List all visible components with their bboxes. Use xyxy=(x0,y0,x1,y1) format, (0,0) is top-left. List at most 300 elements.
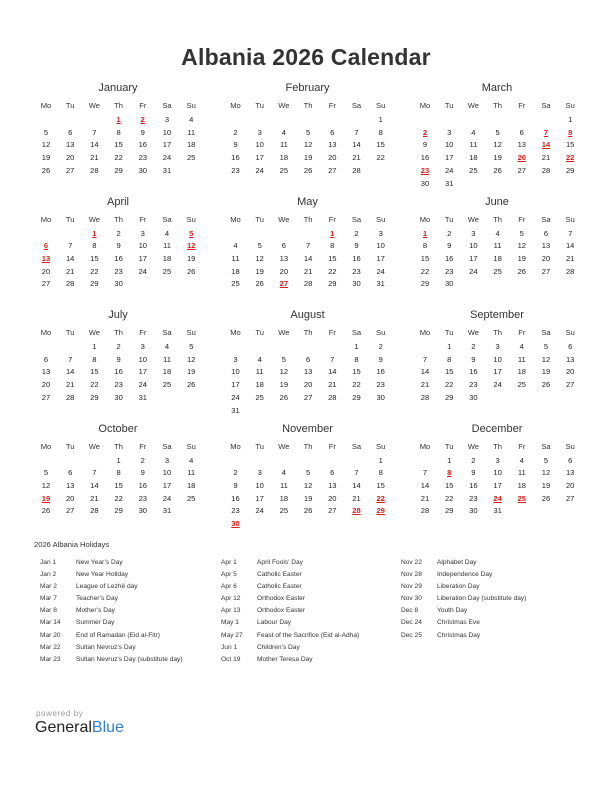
day-cell: 16 xyxy=(469,367,478,377)
holiday-date: Nov 28 xyxy=(401,571,422,579)
day-cell: 31 xyxy=(162,165,172,175)
day-cell: 20 xyxy=(279,266,289,276)
weekday-header: Th xyxy=(114,214,124,224)
day-cell: 26 xyxy=(41,165,51,175)
day-cell: 5 xyxy=(495,127,500,137)
weekday-header: Tu xyxy=(444,214,454,224)
day-cell: 30 xyxy=(138,506,148,516)
day-cell: 14 xyxy=(352,140,361,150)
weekday-header: Sa xyxy=(541,328,551,337)
weekday-header: Mo xyxy=(419,101,431,110)
weekday-header: Sa xyxy=(162,328,172,337)
day-cell: 17 xyxy=(469,253,478,263)
holiday-date: Apr 12 xyxy=(221,595,241,603)
day-cell: 19 xyxy=(303,153,313,163)
day-cell: 11 xyxy=(469,140,478,150)
day-cell: 6 xyxy=(68,127,73,137)
weekday-header: Mo xyxy=(419,441,431,451)
day-cell: 21 xyxy=(541,153,551,163)
holiday-day-cell: 2 xyxy=(422,127,428,137)
weekday-header: Fr xyxy=(139,328,147,337)
weekday-header: Sa xyxy=(351,328,362,337)
day-cell: 16 xyxy=(420,153,430,163)
holiday-name: Catholic Easter xyxy=(257,571,302,579)
weekday-header: Mo xyxy=(230,328,241,337)
day-cell: 26 xyxy=(303,165,313,175)
day-cell: 9 xyxy=(447,241,452,251)
holiday-name: Teacher’s Day xyxy=(76,595,118,603)
day-cell: 30 xyxy=(376,392,385,402)
day-cell: 30 xyxy=(444,279,454,289)
day-cell: 17 xyxy=(376,253,385,263)
day-cell: 24 xyxy=(162,153,172,163)
weekday-header: Su xyxy=(376,328,386,337)
day-cell: 2 xyxy=(447,228,452,238)
day-cell: 24 xyxy=(469,266,478,276)
holiday-name: Orthodox Easter xyxy=(257,595,306,603)
weekday-header: Fr xyxy=(518,214,526,224)
day-cell: 26 xyxy=(279,392,289,402)
day-cell: 28 xyxy=(541,165,551,175)
day-cell: 2 xyxy=(378,342,383,351)
day-cell: 12 xyxy=(41,140,51,150)
day-cell: 24 xyxy=(138,266,148,276)
day-cell: 2 xyxy=(116,228,121,238)
day-cell: 7 xyxy=(68,354,73,364)
weekday-header: Tu xyxy=(255,101,264,110)
weekday-header: Mo xyxy=(419,214,431,224)
day-cell: 23 xyxy=(352,266,361,276)
weekday-header: Tu xyxy=(255,441,264,451)
weekday-header: Sa xyxy=(541,101,551,110)
holiday-date: Mar 22 xyxy=(40,643,61,651)
day-cell: 3 xyxy=(140,228,145,238)
day-cell: 21 xyxy=(352,493,361,503)
day-cell: 17 xyxy=(162,480,172,490)
day-cell: 16 xyxy=(352,253,361,263)
day-cell: 2 xyxy=(471,455,476,465)
day-cell: 7 xyxy=(354,127,359,137)
day-cell: 20 xyxy=(565,367,575,377)
day-cell: 22 xyxy=(114,493,123,503)
weekday-header: We xyxy=(88,328,101,337)
day-cell: 26 xyxy=(186,266,196,276)
weekday-header: Mo xyxy=(230,441,241,451)
day-cell: 5 xyxy=(281,354,286,364)
day-cell: 10 xyxy=(493,354,502,364)
weekday-header: Fr xyxy=(328,214,336,224)
day-cell: 7 xyxy=(92,127,97,137)
day-cell: 29 xyxy=(420,279,430,289)
day-cell: 29 xyxy=(90,279,99,289)
weekday-header: Th xyxy=(493,328,503,337)
day-cell: 16 xyxy=(114,253,123,263)
holiday-day-cell: 1 xyxy=(330,228,335,238)
day-cell: 25 xyxy=(279,165,289,175)
day-cell: 17 xyxy=(493,480,502,490)
day-cell: 13 xyxy=(328,140,337,150)
holiday-day-cell: 29 xyxy=(376,506,385,516)
day-cell: 3 xyxy=(257,127,262,137)
day-cell: 12 xyxy=(541,468,551,478)
holiday-day-cell: 13 xyxy=(41,253,51,263)
holiday-name: April Fools’ Day xyxy=(257,559,303,566)
day-cell: 23 xyxy=(231,165,240,175)
day-cell: 18 xyxy=(469,153,478,163)
brand-general-text: General xyxy=(35,719,92,736)
day-cell: 27 xyxy=(517,165,527,175)
page-title: Albania 2026 Calendar xyxy=(181,44,431,70)
weekday-header: Tu xyxy=(65,441,75,451)
day-cell: 7 xyxy=(568,228,573,238)
day-cell: 30 xyxy=(114,279,123,289)
weekday-header: Tu xyxy=(444,328,454,337)
day-cell: 26 xyxy=(493,165,502,175)
holiday-name: New Year’s Day xyxy=(76,559,123,566)
weekday-header: Mo xyxy=(230,101,241,110)
weekday-header: Fr xyxy=(518,101,526,110)
weekday-header: Sa xyxy=(351,441,362,451)
month-name: October xyxy=(98,422,138,435)
day-cell: 27 xyxy=(328,506,337,516)
day-cell: 10 xyxy=(162,468,172,478)
weekday-header: Th xyxy=(303,328,313,337)
day-cell: 4 xyxy=(519,455,524,465)
day-cell: 26 xyxy=(517,266,527,276)
holiday-date: Nov 30 xyxy=(401,595,422,603)
day-cell: 4 xyxy=(257,354,262,364)
day-cell: 5 xyxy=(43,127,49,137)
day-cell: 19 xyxy=(186,367,196,377)
day-cell: 12 xyxy=(517,241,527,251)
day-cell: 9 xyxy=(422,140,428,150)
day-cell: 21 xyxy=(65,266,75,276)
day-cell: 22 xyxy=(376,153,385,163)
weekday-header: Tu xyxy=(65,214,75,224)
day-cell: 12 xyxy=(186,354,196,364)
weekday-header: Mo xyxy=(419,328,431,337)
weekday-header: Mo xyxy=(40,441,52,451)
weekday-header: Mo xyxy=(40,328,52,337)
day-cell: 1 xyxy=(92,342,97,351)
day-cell: 5 xyxy=(519,228,524,238)
weekday-header: Fr xyxy=(139,101,147,110)
day-cell: 16 xyxy=(138,140,148,150)
day-cell: 9 xyxy=(471,354,476,364)
weekday-header: Fr xyxy=(328,441,336,451)
day-cell: 24 xyxy=(255,506,264,516)
day-cell: 27 xyxy=(328,165,337,175)
day-cell: 28 xyxy=(352,165,361,175)
weekday-header: Th xyxy=(114,441,124,451)
weekday-header: Sa xyxy=(541,441,551,451)
holiday-day-cell: 1 xyxy=(422,228,428,238)
day-cell: 10 xyxy=(138,354,148,364)
holiday-name: Orthodox Easter xyxy=(257,607,306,615)
day-cell: 21 xyxy=(565,253,575,263)
day-cell: 9 xyxy=(378,354,383,364)
day-cell: 8 xyxy=(116,127,121,137)
day-cell: 22 xyxy=(352,380,361,390)
day-cell: 31 xyxy=(138,392,148,402)
day-cell: 16 xyxy=(231,153,240,163)
day-cell: 27 xyxy=(41,279,51,289)
weekday-header: Sa xyxy=(162,214,172,224)
day-cell: 2 xyxy=(116,342,121,351)
day-cell: 1 xyxy=(447,342,452,351)
day-cell: 19 xyxy=(279,380,289,390)
holiday-name: Liberation Day (substitute day) xyxy=(437,595,527,603)
holiday-day-cell: 23 xyxy=(420,165,430,175)
holiday-day-cell: 5 xyxy=(189,228,194,238)
weekday-header: Tu xyxy=(444,101,454,110)
day-cell: 31 xyxy=(231,405,240,415)
weekday-header: Su xyxy=(565,214,575,224)
day-cell: 21 xyxy=(420,493,430,503)
day-cell: 15 xyxy=(565,140,575,150)
day-cell: 20 xyxy=(565,480,575,490)
day-cell: 13 xyxy=(565,354,575,364)
holiday-name: Alphabet Day xyxy=(437,559,477,566)
day-cell: 8 xyxy=(378,127,383,137)
day-cell: 24 xyxy=(376,266,385,276)
weekday-header: Sa xyxy=(351,101,362,110)
day-cell: 15 xyxy=(376,480,385,490)
day-cell: 15 xyxy=(114,480,123,490)
weekday-header: Sa xyxy=(351,214,362,224)
weekday-header: We xyxy=(278,214,290,224)
holiday-name: End of Ramadan (Eid al-Fitr) xyxy=(76,631,160,639)
day-cell: 23 xyxy=(376,380,385,390)
holiday-date: Nov 22 xyxy=(401,559,422,566)
weekday-header: Th xyxy=(114,328,124,337)
day-cell: 5 xyxy=(257,241,262,251)
weekday-header: We xyxy=(278,441,290,451)
day-cell: 9 xyxy=(116,241,121,251)
day-cell: 24 xyxy=(255,165,264,175)
day-cell: 15 xyxy=(444,480,454,490)
day-cell: 30 xyxy=(469,392,478,402)
day-cell: 18 xyxy=(162,253,172,263)
day-cell: 25 xyxy=(186,153,196,163)
weekday-header: Tu xyxy=(444,441,454,451)
weekday-header: Tu xyxy=(65,101,75,110)
day-cell: 6 xyxy=(330,468,335,478)
day-cell: 30 xyxy=(138,165,148,175)
day-cell: 28 xyxy=(90,165,99,175)
day-cell: 9 xyxy=(140,468,145,478)
day-cell: 19 xyxy=(517,253,527,263)
holiday-day-cell: 12 xyxy=(186,241,196,251)
holiday-name: Feast of the Sacrifice (Eid al-Adha) xyxy=(257,631,360,639)
day-cell: 9 xyxy=(116,354,121,364)
day-cell: 2 xyxy=(140,455,145,465)
holiday-date: Apr 5 xyxy=(221,571,237,579)
day-cell: 24 xyxy=(231,392,240,402)
holiday-name: Children’s Day xyxy=(257,643,300,651)
day-cell: 14 xyxy=(420,480,430,490)
day-cell: 22 xyxy=(114,153,123,163)
day-cell: 17 xyxy=(162,140,172,150)
day-cell: 13 xyxy=(41,367,51,377)
holiday-date: Oct 19 xyxy=(221,655,241,663)
day-cell: 6 xyxy=(330,127,335,137)
holiday-date: Dec 25 xyxy=(401,631,422,639)
day-cell: 24 xyxy=(162,493,172,503)
day-cell: 11 xyxy=(255,367,264,377)
day-cell: 25 xyxy=(162,380,172,390)
month-name: December xyxy=(471,422,523,435)
day-cell: 8 xyxy=(92,241,97,251)
day-cell: 7 xyxy=(68,241,73,251)
holiday-name: Youth Day xyxy=(437,607,468,615)
day-cell: 2 xyxy=(471,342,476,351)
day-cell: 28 xyxy=(328,392,337,402)
day-cell: 4 xyxy=(519,342,524,351)
day-cell: 22 xyxy=(90,266,99,276)
day-cell: 1 xyxy=(378,455,383,465)
month-name: August xyxy=(290,309,325,321)
holiday-date: Mar 20 xyxy=(40,631,61,639)
day-cell: 15 xyxy=(376,140,385,150)
day-cell: 26 xyxy=(186,380,196,390)
day-cell: 14 xyxy=(565,241,575,251)
day-cell: 28 xyxy=(420,392,430,402)
day-cell: 25 xyxy=(162,266,172,276)
day-cell: 8 xyxy=(330,241,335,251)
holiday-name: Catholic Easter xyxy=(257,583,302,591)
day-cell: 25 xyxy=(231,279,240,289)
day-cell: 19 xyxy=(255,266,264,276)
weekday-header: We xyxy=(278,328,290,337)
day-cell: 18 xyxy=(517,367,527,377)
holiday-day-cell: 22 xyxy=(565,153,575,163)
day-cell: 12 xyxy=(41,480,51,490)
day-cell: 13 xyxy=(541,241,551,251)
day-cell: 3 xyxy=(233,354,238,364)
day-cell: 17 xyxy=(138,367,148,377)
month-name: March xyxy=(481,82,513,94)
weekday-header: Tu xyxy=(65,328,75,337)
day-cell: 9 xyxy=(471,468,476,478)
weekday-header: Mo xyxy=(40,101,52,110)
weekday-header: Th xyxy=(114,101,124,110)
day-cell: 6 xyxy=(568,342,573,351)
day-cell: 20 xyxy=(541,253,551,263)
day-cell: 28 xyxy=(420,506,430,516)
day-cell: 8 xyxy=(422,241,428,251)
day-cell: 18 xyxy=(255,380,264,390)
day-cell: 18 xyxy=(162,367,172,377)
day-cell: 20 xyxy=(328,493,337,503)
holiday-date: Jun 1 xyxy=(221,643,238,651)
day-cell: 10 xyxy=(376,241,385,251)
day-cell: 5 xyxy=(543,342,549,351)
weekday-header: Fr xyxy=(328,328,336,337)
holiday-day-cell: 28 xyxy=(352,506,361,516)
day-cell: 3 xyxy=(257,468,262,478)
holiday-name: Sultan Nevruz’s Day xyxy=(76,643,136,651)
day-cell: 29 xyxy=(444,392,454,402)
day-cell: 23 xyxy=(444,266,454,276)
month-name: May xyxy=(297,195,318,208)
day-cell: 9 xyxy=(354,241,359,251)
day-cell: 14 xyxy=(90,480,99,490)
day-cell: 20 xyxy=(41,380,51,390)
holiday-date: Mar 14 xyxy=(40,619,61,627)
day-cell: 17 xyxy=(493,367,502,377)
holiday-day-cell: 30 xyxy=(231,519,240,528)
weekday-header: We xyxy=(467,328,480,337)
holiday-day-cell: 7 xyxy=(543,127,549,137)
day-cell: 21 xyxy=(328,380,337,390)
day-cell: 19 xyxy=(541,367,551,377)
day-cell: 14 xyxy=(90,140,99,150)
day-cell: 11 xyxy=(517,354,526,364)
weekday-header: Su xyxy=(565,441,575,451)
day-cell: 12 xyxy=(541,354,551,364)
day-cell: 24 xyxy=(138,380,148,390)
day-cell: 6 xyxy=(68,468,73,478)
day-cell: 23 xyxy=(469,493,478,503)
day-cell: 23 xyxy=(114,266,123,276)
day-cell: 28 xyxy=(65,392,75,402)
day-cell: 4 xyxy=(164,228,170,238)
day-cell: 11 xyxy=(187,468,196,478)
day-cell: 2 xyxy=(354,228,359,238)
day-cell: 25 xyxy=(186,493,196,503)
day-cell: 18 xyxy=(493,253,502,263)
weekday-header: Th xyxy=(493,101,503,110)
weekday-header: Th xyxy=(493,441,503,451)
day-cell: 14 xyxy=(352,480,361,490)
day-cell: 25 xyxy=(255,392,264,402)
day-cell: 5 xyxy=(305,127,311,137)
day-cell: 17 xyxy=(255,493,264,503)
day-cell: 29 xyxy=(444,506,454,516)
day-cell: 18 xyxy=(186,140,196,150)
day-cell: 19 xyxy=(41,153,51,163)
day-cell: 11 xyxy=(517,468,526,478)
day-cell: 21 xyxy=(65,380,75,390)
generalblue-logo[interactable] xyxy=(35,719,124,737)
holiday-day-cell: 22 xyxy=(376,493,385,503)
day-cell: 21 xyxy=(352,153,361,163)
day-cell: 15 xyxy=(420,253,430,263)
holiday-name: Labour Day xyxy=(257,619,292,627)
day-cell: 14 xyxy=(303,253,313,263)
day-cell: 23 xyxy=(114,380,123,390)
day-cell: 21 xyxy=(90,153,99,163)
holiday-date: Nov 29 xyxy=(401,583,422,591)
day-cell: 13 xyxy=(279,253,289,263)
month-name: June xyxy=(485,195,509,208)
day-cell: 16 xyxy=(114,367,123,377)
day-cell: 4 xyxy=(281,468,286,478)
weekday-header: Fr xyxy=(139,214,147,224)
day-cell: 30 xyxy=(352,279,361,289)
day-cell: 28 xyxy=(303,279,313,289)
day-cell: 11 xyxy=(279,480,288,490)
holiday-date: Dec 24 xyxy=(401,619,422,627)
day-cell: 8 xyxy=(92,354,97,364)
day-cell: 1 xyxy=(354,342,359,351)
day-cell: 24 xyxy=(444,165,454,175)
day-cell: 30 xyxy=(469,506,478,516)
day-cell: 31 xyxy=(376,279,385,289)
day-cell: 12 xyxy=(493,140,502,150)
weekday-header: Th xyxy=(303,214,313,224)
